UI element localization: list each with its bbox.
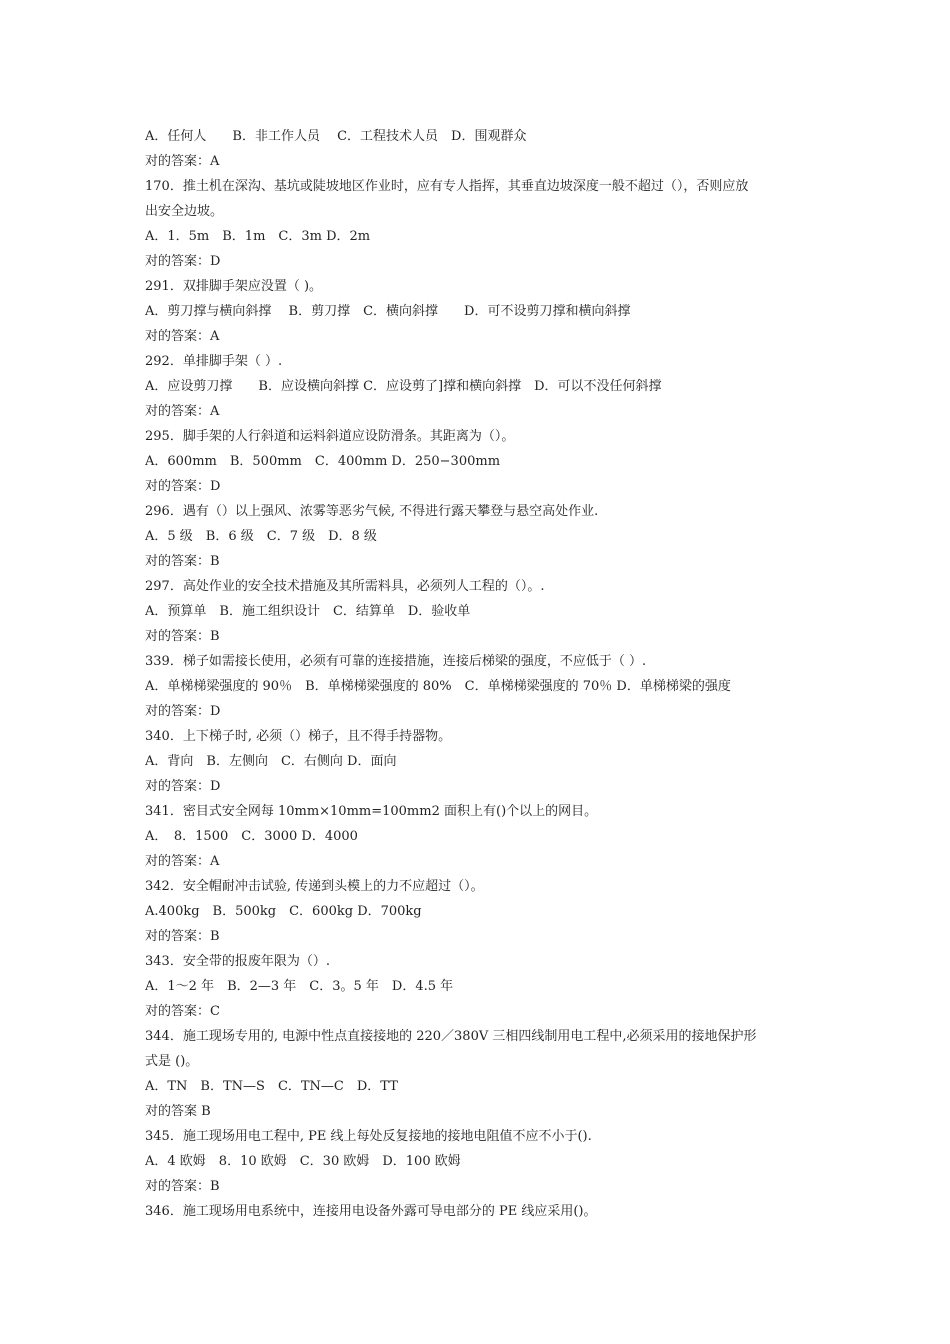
text-line: 344．施工现场专用的, 电源中性点直接接地的 220／380V 三相四线制用电工程中,必须采用的接地保护形 xyxy=(145,1029,757,1044)
text-line: 出安全边坡。 xyxy=(145,204,224,219)
text-line: 295．脚手架的人行斜道和运料斜道应设防滑条。其距离为（）。 xyxy=(145,429,515,444)
text-line: A.400kg B．500kg C．600kg D．700kg xyxy=(145,904,422,919)
text-line: 297．高处作业的安全技术措施及其所需料具，必须列人工程的（）。. xyxy=(145,579,545,594)
text-line: A．单梯梯梁强度的 90％ B．单梯梯梁强度的 80% C．单梯梯梁强度的 70％ D．单梯梯梁的强度 xyxy=(145,679,731,694)
document-body xyxy=(145,124,815,1224)
text-line: 式是 ()。 xyxy=(145,1054,199,1069)
text-line: A． 8．1500 C．3000 D．4000 xyxy=(145,829,358,844)
text-line: A．600mm B．500mm C．400mm D．250−300mm xyxy=(145,454,501,469)
text-line: 292．单排脚手架（ ）. xyxy=(145,354,283,369)
text-line: 170．推土机在深沟、基坑或陡坡地区作业时，应有专人指挥，其垂直边坡深度一般不超过（），否则应放 xyxy=(145,179,749,194)
text-line: A．5 级 B．6 级 C．7 级 D．8 级 xyxy=(145,529,377,544)
text-line: A．1～2 年 B．2—3 年 C．3。5 年 D．4.5 年 xyxy=(145,979,454,994)
text-line: A．1．5m B．1m C．3m D．2m xyxy=(145,229,371,244)
text-line: 对的答案：B xyxy=(145,1179,220,1194)
text-line: A．4 欧姆 8．10 欧姆 C．30 欧姆 D．100 欧姆 xyxy=(145,1154,461,1169)
text-line: 对的答案：C xyxy=(145,1004,220,1019)
text-line: 对的答案：B xyxy=(145,629,220,644)
text-line: 343．安全带的报废年限为（）. xyxy=(145,954,330,969)
text-line: 对的答案：A xyxy=(145,404,220,419)
text-line: 291．双排脚手架应没置（ )。 xyxy=(145,279,323,294)
text-line: 对的答案：D xyxy=(145,704,221,719)
text-line: A．应设剪刀撑 B．应设横向斜撑 C．应设剪了]撑和横向斜撑 D．可以不没任何斜撑 xyxy=(145,379,662,394)
text-line: 对的答案：A xyxy=(145,329,220,344)
text-line: 对的答案 B xyxy=(145,1104,211,1119)
text-line: 对的答案：A xyxy=(145,154,220,169)
text-line: 339．梯子如需接长使用，必须有可靠的连接措施，连接后梯梁的强度，不应低于（ ）. xyxy=(145,654,647,669)
text-line: A．预算单 B．施工组织设计 C．结算单 D．验收单 xyxy=(145,604,471,619)
text-line: 345．施工现场用电工程中, PE 线上每处反复接地的接地电阻值不应不小于(). xyxy=(145,1129,592,1144)
text-line: A．任何人 B．非工作人员 C．工程技术人员 D．围观群众 xyxy=(145,129,527,144)
text-line: 对的答案：A xyxy=(145,854,220,869)
text-line: 340．上下梯子时, 必须（）梯子，且不得手持器物。 xyxy=(145,729,452,744)
text-line: 346．施工现场用电系统中，连接用电设备外露可导电部分的 PE 线应采用()。 xyxy=(145,1204,597,1219)
text-line: 对的答案：D xyxy=(145,254,221,269)
text-line: A．剪刀撑与横向斜撑 B．剪刀撑 C．横向斜撑 D．可不设剪刀撑和横向斜撑 xyxy=(145,304,631,319)
text-line: A．背向 B．左侧向 C．右侧向 D．面向 xyxy=(145,754,397,769)
text-line: 对的答案：B xyxy=(145,929,220,944)
text-line: 对的答案：D xyxy=(145,779,221,794)
text-line: 342．安全帽耐冲击试验, 传递到头模上的力不应超过（）。 xyxy=(145,879,484,894)
text-line: 341．密目式安全网每 10mm×10mm=100mm2 面积上有()个以上的网目。 xyxy=(145,804,598,819)
text-line: 对的答案：D xyxy=(145,479,221,494)
text-line: 对的答案：B xyxy=(145,554,220,569)
text-line: 296．遇有（）以上强风、浓雾等恶劣气候, 不得进行露天攀登与悬空高处作业. xyxy=(145,504,599,519)
text-line: A．TN B．TN—S C．TN—C D．TT xyxy=(145,1079,398,1094)
